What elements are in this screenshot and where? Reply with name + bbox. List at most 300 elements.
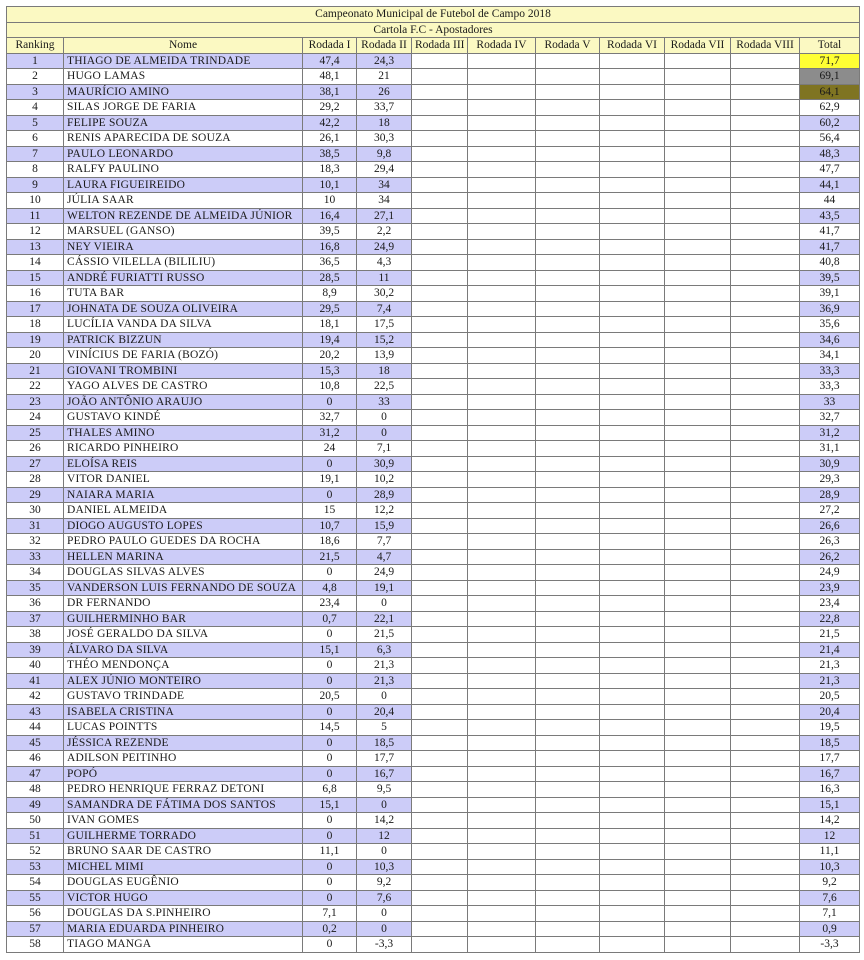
table-row bbox=[7, 906, 860, 922]
rodada-1-cell: 29,5 bbox=[303, 301, 357, 317]
name-cell: GUSTAVO KINDÉ bbox=[64, 410, 303, 426]
rodada-7-cell bbox=[665, 937, 731, 953]
table-row bbox=[7, 53, 860, 69]
rodada-8-cell bbox=[731, 208, 800, 224]
column-header-rodada-6: Rodada VI bbox=[600, 38, 665, 54]
rank-cell: 25 bbox=[7, 425, 64, 441]
rodada-6-cell bbox=[600, 472, 665, 488]
name-cell: MARSUEL (GANSO) bbox=[64, 224, 303, 240]
rodada-8-cell bbox=[731, 828, 800, 844]
rodada-5-cell bbox=[536, 844, 600, 860]
rodada-5-cell bbox=[536, 286, 600, 302]
rodada-3-cell bbox=[412, 255, 468, 271]
total-cell: 16,7 bbox=[800, 766, 860, 782]
table-row bbox=[7, 379, 860, 395]
table-row bbox=[7, 394, 860, 410]
rodada-4-cell bbox=[468, 766, 536, 782]
rodada-8-cell bbox=[731, 658, 800, 674]
rodada-1-cell: 0 bbox=[303, 751, 357, 767]
rank-cell: 29 bbox=[7, 487, 64, 503]
table-row bbox=[7, 503, 860, 519]
name-cell: WELTON REZENDE DE ALMEIDA JÚNIOR bbox=[64, 208, 303, 224]
total-cell: 62,9 bbox=[800, 100, 860, 116]
total-cell: 33,3 bbox=[800, 379, 860, 395]
total-cell: 36,9 bbox=[800, 301, 860, 317]
rodada-4-cell bbox=[468, 162, 536, 178]
rodada-3-cell bbox=[412, 162, 468, 178]
rodada-2-cell: 24,9 bbox=[357, 565, 412, 581]
rodada-6-cell bbox=[600, 131, 665, 147]
rodada-7-cell bbox=[665, 472, 731, 488]
table-row bbox=[7, 890, 860, 906]
rodada-1-cell: 8,9 bbox=[303, 286, 357, 302]
rodada-3-cell bbox=[412, 332, 468, 348]
rodada-2-cell: 12 bbox=[357, 828, 412, 844]
rank-cell: 41 bbox=[7, 673, 64, 689]
rodada-7-cell bbox=[665, 394, 731, 410]
rank-cell: 32 bbox=[7, 534, 64, 550]
rodada-3-cell bbox=[412, 797, 468, 813]
rodada-6-cell bbox=[600, 859, 665, 875]
rodada-7-cell bbox=[665, 84, 731, 100]
rodada-2-cell: 4,7 bbox=[357, 549, 412, 565]
rodada-2-cell: 9,5 bbox=[357, 782, 412, 798]
rodada-1-cell: 21,5 bbox=[303, 549, 357, 565]
rodada-5-cell bbox=[536, 813, 600, 829]
rodada-2-cell: 34 bbox=[357, 177, 412, 193]
total-cell: 69,1 bbox=[800, 69, 860, 85]
rodada-5-cell bbox=[536, 875, 600, 891]
rodada-8-cell bbox=[731, 565, 800, 581]
rodada-7-cell bbox=[665, 286, 731, 302]
name-cell: YAGO ALVES DE CASTRO bbox=[64, 379, 303, 395]
rodada-8-cell bbox=[731, 627, 800, 643]
rodada-3-cell bbox=[412, 286, 468, 302]
rodada-6-cell bbox=[600, 224, 665, 240]
rodada-4-cell bbox=[468, 921, 536, 937]
rodada-5-cell bbox=[536, 921, 600, 937]
rodada-5-cell bbox=[536, 162, 600, 178]
table-row bbox=[7, 162, 860, 178]
name-cell: VANDERSON LUIS FERNANDO DE SOUZA bbox=[64, 580, 303, 596]
rank-cell: 2 bbox=[7, 69, 64, 85]
rank-cell: 56 bbox=[7, 906, 64, 922]
rodada-7-cell bbox=[665, 673, 731, 689]
total-cell: 23,4 bbox=[800, 596, 860, 612]
rodada-5-cell bbox=[536, 193, 600, 209]
rank-cell: 4 bbox=[7, 100, 64, 116]
rodada-7-cell bbox=[665, 379, 731, 395]
rodada-7-cell bbox=[665, 115, 731, 131]
rodada-8-cell bbox=[731, 487, 800, 503]
rodada-6-cell bbox=[600, 828, 665, 844]
rodada-8-cell bbox=[731, 425, 800, 441]
rodada-3-cell bbox=[412, 394, 468, 410]
rodada-5-cell bbox=[536, 782, 600, 798]
rodada-8-cell bbox=[731, 115, 800, 131]
rodada-1-cell: 14,5 bbox=[303, 720, 357, 736]
name-cell: HELLEN MARINA bbox=[64, 549, 303, 565]
rodada-8-cell bbox=[731, 270, 800, 286]
rodada-4-cell bbox=[468, 937, 536, 953]
table-row bbox=[7, 751, 860, 767]
total-cell: 31,1 bbox=[800, 441, 860, 457]
rank-cell: 15 bbox=[7, 270, 64, 286]
rodada-5-cell bbox=[536, 735, 600, 751]
table-row bbox=[7, 487, 860, 503]
rodada-7-cell bbox=[665, 611, 731, 627]
ranking-table bbox=[6, 6, 860, 953]
name-cell: VINÍCIUS DE FARIA (BOZÓ) bbox=[64, 348, 303, 364]
name-cell: MICHEL MIMI bbox=[64, 859, 303, 875]
table-row bbox=[7, 766, 860, 782]
rodada-6-cell bbox=[600, 379, 665, 395]
rodada-7-cell bbox=[665, 348, 731, 364]
rodada-1-cell: 10,1 bbox=[303, 177, 357, 193]
rodada-4-cell bbox=[468, 735, 536, 751]
rodada-6-cell bbox=[600, 689, 665, 705]
table-row bbox=[7, 627, 860, 643]
rodada-1-cell: 0 bbox=[303, 828, 357, 844]
rodada-2-cell: 10,3 bbox=[357, 859, 412, 875]
rodada-8-cell bbox=[731, 348, 800, 364]
table-row bbox=[7, 735, 860, 751]
rodada-8-cell bbox=[731, 642, 800, 658]
rodada-5-cell bbox=[536, 673, 600, 689]
rodada-6-cell bbox=[600, 286, 665, 302]
rodada-2-cell: 26 bbox=[357, 84, 412, 100]
total-cell: 12 bbox=[800, 828, 860, 844]
rodada-8-cell bbox=[731, 844, 800, 860]
rodada-7-cell bbox=[665, 363, 731, 379]
rodada-8-cell bbox=[731, 69, 800, 85]
rodada-5-cell bbox=[536, 363, 600, 379]
rodada-8-cell bbox=[731, 131, 800, 147]
rodada-2-cell: 17,5 bbox=[357, 317, 412, 333]
rodada-4-cell bbox=[468, 906, 536, 922]
rodada-4-cell bbox=[468, 658, 536, 674]
rodada-2-cell: 18 bbox=[357, 115, 412, 131]
rodada-4-cell bbox=[468, 317, 536, 333]
rodada-3-cell bbox=[412, 177, 468, 193]
total-cell: 47,7 bbox=[800, 162, 860, 178]
rank-cell: 23 bbox=[7, 394, 64, 410]
table-row bbox=[7, 131, 860, 147]
rodada-2-cell: 13,9 bbox=[357, 348, 412, 364]
table-row bbox=[7, 270, 860, 286]
rodada-1-cell: 16,8 bbox=[303, 239, 357, 255]
total-cell: 26,2 bbox=[800, 549, 860, 565]
name-cell: VITOR DANIEL bbox=[64, 472, 303, 488]
rodada-7-cell bbox=[665, 782, 731, 798]
rodada-3-cell bbox=[412, 627, 468, 643]
rodada-4-cell bbox=[468, 69, 536, 85]
rodada-3-cell bbox=[412, 890, 468, 906]
rodada-8-cell bbox=[731, 363, 800, 379]
name-cell: GUILHERME TORRADO bbox=[64, 828, 303, 844]
rodada-5-cell bbox=[536, 379, 600, 395]
name-cell: LAURA FIGUEIREIDO bbox=[64, 177, 303, 193]
rodada-3-cell bbox=[412, 658, 468, 674]
rodada-4-cell bbox=[468, 472, 536, 488]
table-row bbox=[7, 937, 860, 953]
rank-cell: 51 bbox=[7, 828, 64, 844]
rodada-8-cell bbox=[731, 53, 800, 69]
rodada-4-cell bbox=[468, 100, 536, 116]
rodada-6-cell bbox=[600, 394, 665, 410]
table-row bbox=[7, 286, 860, 302]
rodada-1-cell: 10,8 bbox=[303, 379, 357, 395]
rodada-4-cell bbox=[468, 270, 536, 286]
rodada-4-cell bbox=[468, 611, 536, 627]
rodada-8-cell bbox=[731, 162, 800, 178]
rodada-4-cell bbox=[468, 115, 536, 131]
column-header-rodada-1: Rodada I bbox=[303, 38, 357, 54]
rodada-6-cell bbox=[600, 69, 665, 85]
rodada-1-cell: 15,1 bbox=[303, 797, 357, 813]
rodada-7-cell bbox=[665, 797, 731, 813]
rodada-2-cell: 24,9 bbox=[357, 239, 412, 255]
rodada-1-cell: 0 bbox=[303, 456, 357, 472]
rodada-1-cell: 23,4 bbox=[303, 596, 357, 612]
rodada-3-cell bbox=[412, 472, 468, 488]
rodada-2-cell: 27,1 bbox=[357, 208, 412, 224]
rodada-2-cell: 21,5 bbox=[357, 627, 412, 643]
total-cell: 33,3 bbox=[800, 363, 860, 379]
rodada-4-cell bbox=[468, 441, 536, 457]
total-cell: 31,2 bbox=[800, 425, 860, 441]
rodada-8-cell bbox=[731, 580, 800, 596]
rodada-6-cell bbox=[600, 348, 665, 364]
name-cell: DANIEL ALMEIDA bbox=[64, 503, 303, 519]
rodada-1-cell: 39,5 bbox=[303, 224, 357, 240]
total-cell: 33 bbox=[800, 394, 860, 410]
rodada-4-cell bbox=[468, 720, 536, 736]
table-row bbox=[7, 921, 860, 937]
table-row bbox=[7, 69, 860, 85]
rodada-7-cell bbox=[665, 921, 731, 937]
name-cell: GUILHERMINHO BAR bbox=[64, 611, 303, 627]
rank-cell: 38 bbox=[7, 627, 64, 643]
rodada-3-cell bbox=[412, 782, 468, 798]
table-row bbox=[7, 689, 860, 705]
rodada-8-cell bbox=[731, 84, 800, 100]
total-cell: 9,2 bbox=[800, 875, 860, 891]
rodada-6-cell bbox=[600, 720, 665, 736]
column-header-rodada-4: Rodada IV bbox=[468, 38, 536, 54]
rank-cell: 18 bbox=[7, 317, 64, 333]
rodada-1-cell: 0 bbox=[303, 627, 357, 643]
rodada-8-cell bbox=[731, 317, 800, 333]
rodada-5-cell bbox=[536, 642, 600, 658]
rodada-3-cell bbox=[412, 503, 468, 519]
rank-cell: 31 bbox=[7, 518, 64, 534]
rodada-3-cell bbox=[412, 193, 468, 209]
table-row bbox=[7, 844, 860, 860]
table-row bbox=[7, 673, 860, 689]
rodada-6-cell bbox=[600, 844, 665, 860]
table-row bbox=[7, 859, 860, 875]
rodada-1-cell: 6,8 bbox=[303, 782, 357, 798]
rodada-3-cell bbox=[412, 875, 468, 891]
rodada-2-cell: -3,3 bbox=[357, 937, 412, 953]
total-cell: 40,8 bbox=[800, 255, 860, 271]
rodada-4-cell bbox=[468, 875, 536, 891]
rodada-6-cell bbox=[600, 611, 665, 627]
rodada-7-cell bbox=[665, 177, 731, 193]
rank-cell: 36 bbox=[7, 596, 64, 612]
rodada-8-cell bbox=[731, 410, 800, 426]
total-cell: 39,1 bbox=[800, 286, 860, 302]
rodada-2-cell: 7,4 bbox=[357, 301, 412, 317]
name-cell: SILAS JORGE DE FARIA bbox=[64, 100, 303, 116]
name-cell: JOÃO ANTÔNIO ARAUJO bbox=[64, 394, 303, 410]
name-cell: ÁLVARO DA SILVA bbox=[64, 642, 303, 658]
name-cell: LUCAS POINTTS bbox=[64, 720, 303, 736]
rodada-1-cell: 0 bbox=[303, 658, 357, 674]
name-cell: LUCÍLIA VANDA DA SILVA bbox=[64, 317, 303, 333]
rodada-3-cell bbox=[412, 689, 468, 705]
rank-cell: 7 bbox=[7, 146, 64, 162]
rodada-5-cell bbox=[536, 906, 600, 922]
rodada-3-cell bbox=[412, 208, 468, 224]
rodada-5-cell bbox=[536, 441, 600, 457]
rodada-7-cell bbox=[665, 565, 731, 581]
rank-cell: 27 bbox=[7, 456, 64, 472]
rodada-4-cell bbox=[468, 518, 536, 534]
rodada-5-cell bbox=[536, 503, 600, 519]
rodada-1-cell: 38,5 bbox=[303, 146, 357, 162]
rodada-1-cell: 20,5 bbox=[303, 689, 357, 705]
table-row bbox=[7, 813, 860, 829]
rank-cell: 40 bbox=[7, 658, 64, 674]
rodada-7-cell bbox=[665, 131, 731, 147]
rodada-6-cell bbox=[600, 84, 665, 100]
rodada-3-cell bbox=[412, 565, 468, 581]
rodada-6-cell bbox=[600, 534, 665, 550]
rodada-1-cell: 47,4 bbox=[303, 53, 357, 69]
name-cell: RENIS APARECIDA DE SOUZA bbox=[64, 131, 303, 147]
rank-cell: 47 bbox=[7, 766, 64, 782]
rodada-5-cell bbox=[536, 611, 600, 627]
table-row bbox=[7, 549, 860, 565]
rank-cell: 53 bbox=[7, 859, 64, 875]
rodada-5-cell bbox=[536, 146, 600, 162]
rodada-1-cell: 4,8 bbox=[303, 580, 357, 596]
rodada-3-cell bbox=[412, 859, 468, 875]
rodada-2-cell: 9,2 bbox=[357, 875, 412, 891]
rodada-1-cell: 16,4 bbox=[303, 208, 357, 224]
total-cell: 27,2 bbox=[800, 503, 860, 519]
rodada-3-cell bbox=[412, 53, 468, 69]
rodada-8-cell bbox=[731, 673, 800, 689]
total-cell: 22,8 bbox=[800, 611, 860, 627]
rodada-6-cell bbox=[600, 162, 665, 178]
rodada-7-cell bbox=[665, 239, 731, 255]
rodada-4-cell bbox=[468, 549, 536, 565]
ranking-rows bbox=[7, 53, 860, 952]
rodada-8-cell bbox=[731, 689, 800, 705]
rodada-6-cell bbox=[600, 890, 665, 906]
name-cell: IVAN GOMES bbox=[64, 813, 303, 829]
table-row bbox=[7, 425, 860, 441]
rank-cell: 19 bbox=[7, 332, 64, 348]
rodada-5-cell bbox=[536, 689, 600, 705]
rank-cell: 20 bbox=[7, 348, 64, 364]
rodada-2-cell: 11 bbox=[357, 270, 412, 286]
rodada-5-cell bbox=[536, 115, 600, 131]
rodada-8-cell bbox=[731, 921, 800, 937]
rodada-3-cell bbox=[412, 766, 468, 782]
rodada-1-cell: 0 bbox=[303, 487, 357, 503]
rodada-7-cell bbox=[665, 53, 731, 69]
rodada-8-cell bbox=[731, 596, 800, 612]
rodada-7-cell bbox=[665, 704, 731, 720]
name-cell: ANDRÉ FURIATTI RUSSO bbox=[64, 270, 303, 286]
rodada-5-cell bbox=[536, 301, 600, 317]
rodada-4-cell bbox=[468, 689, 536, 705]
rodada-4-cell bbox=[468, 286, 536, 302]
rank-cell: 16 bbox=[7, 286, 64, 302]
rodada-8-cell bbox=[731, 301, 800, 317]
rodada-5-cell bbox=[536, 720, 600, 736]
rodada-5-cell bbox=[536, 208, 600, 224]
rodada-5-cell bbox=[536, 270, 600, 286]
rodada-5-cell bbox=[536, 890, 600, 906]
rodada-8-cell bbox=[731, 782, 800, 798]
total-cell: 23,9 bbox=[800, 580, 860, 596]
name-cell: THALES AMINO bbox=[64, 425, 303, 441]
rodada-4-cell bbox=[468, 627, 536, 643]
rodada-5-cell bbox=[536, 627, 600, 643]
rodada-8-cell bbox=[731, 890, 800, 906]
rank-cell: 30 bbox=[7, 503, 64, 519]
rodada-1-cell: 0 bbox=[303, 766, 357, 782]
total-cell: -3,3 bbox=[800, 937, 860, 953]
rodada-5-cell bbox=[536, 797, 600, 813]
rodada-7-cell bbox=[665, 425, 731, 441]
name-cell: RICARDO PINHEIRO bbox=[64, 441, 303, 457]
rodada-5-cell bbox=[536, 394, 600, 410]
table-row bbox=[7, 472, 860, 488]
total-cell: 71,7 bbox=[800, 53, 860, 69]
rodada-5-cell bbox=[536, 69, 600, 85]
rank-cell: 45 bbox=[7, 735, 64, 751]
rodada-8-cell bbox=[731, 193, 800, 209]
rodada-3-cell bbox=[412, 224, 468, 240]
rodada-2-cell: 30,9 bbox=[357, 456, 412, 472]
rodada-3-cell bbox=[412, 844, 468, 860]
rodada-1-cell: 0 bbox=[303, 394, 357, 410]
rodada-3-cell bbox=[412, 317, 468, 333]
total-cell: 10,3 bbox=[800, 859, 860, 875]
rodada-8-cell bbox=[731, 177, 800, 193]
rodada-5-cell bbox=[536, 224, 600, 240]
rodada-6-cell bbox=[600, 875, 665, 891]
rodada-6-cell bbox=[600, 255, 665, 271]
rodada-4-cell bbox=[468, 301, 536, 317]
rodada-2-cell: 2,2 bbox=[357, 224, 412, 240]
rodada-2-cell: 0 bbox=[357, 425, 412, 441]
rodada-3-cell bbox=[412, 549, 468, 565]
rodada-4-cell bbox=[468, 844, 536, 860]
rodada-8-cell bbox=[731, 797, 800, 813]
table-row bbox=[7, 146, 860, 162]
rodada-2-cell: 29,4 bbox=[357, 162, 412, 178]
rodada-6-cell bbox=[600, 766, 665, 782]
rodada-7-cell bbox=[665, 410, 731, 426]
rodada-6-cell bbox=[600, 642, 665, 658]
